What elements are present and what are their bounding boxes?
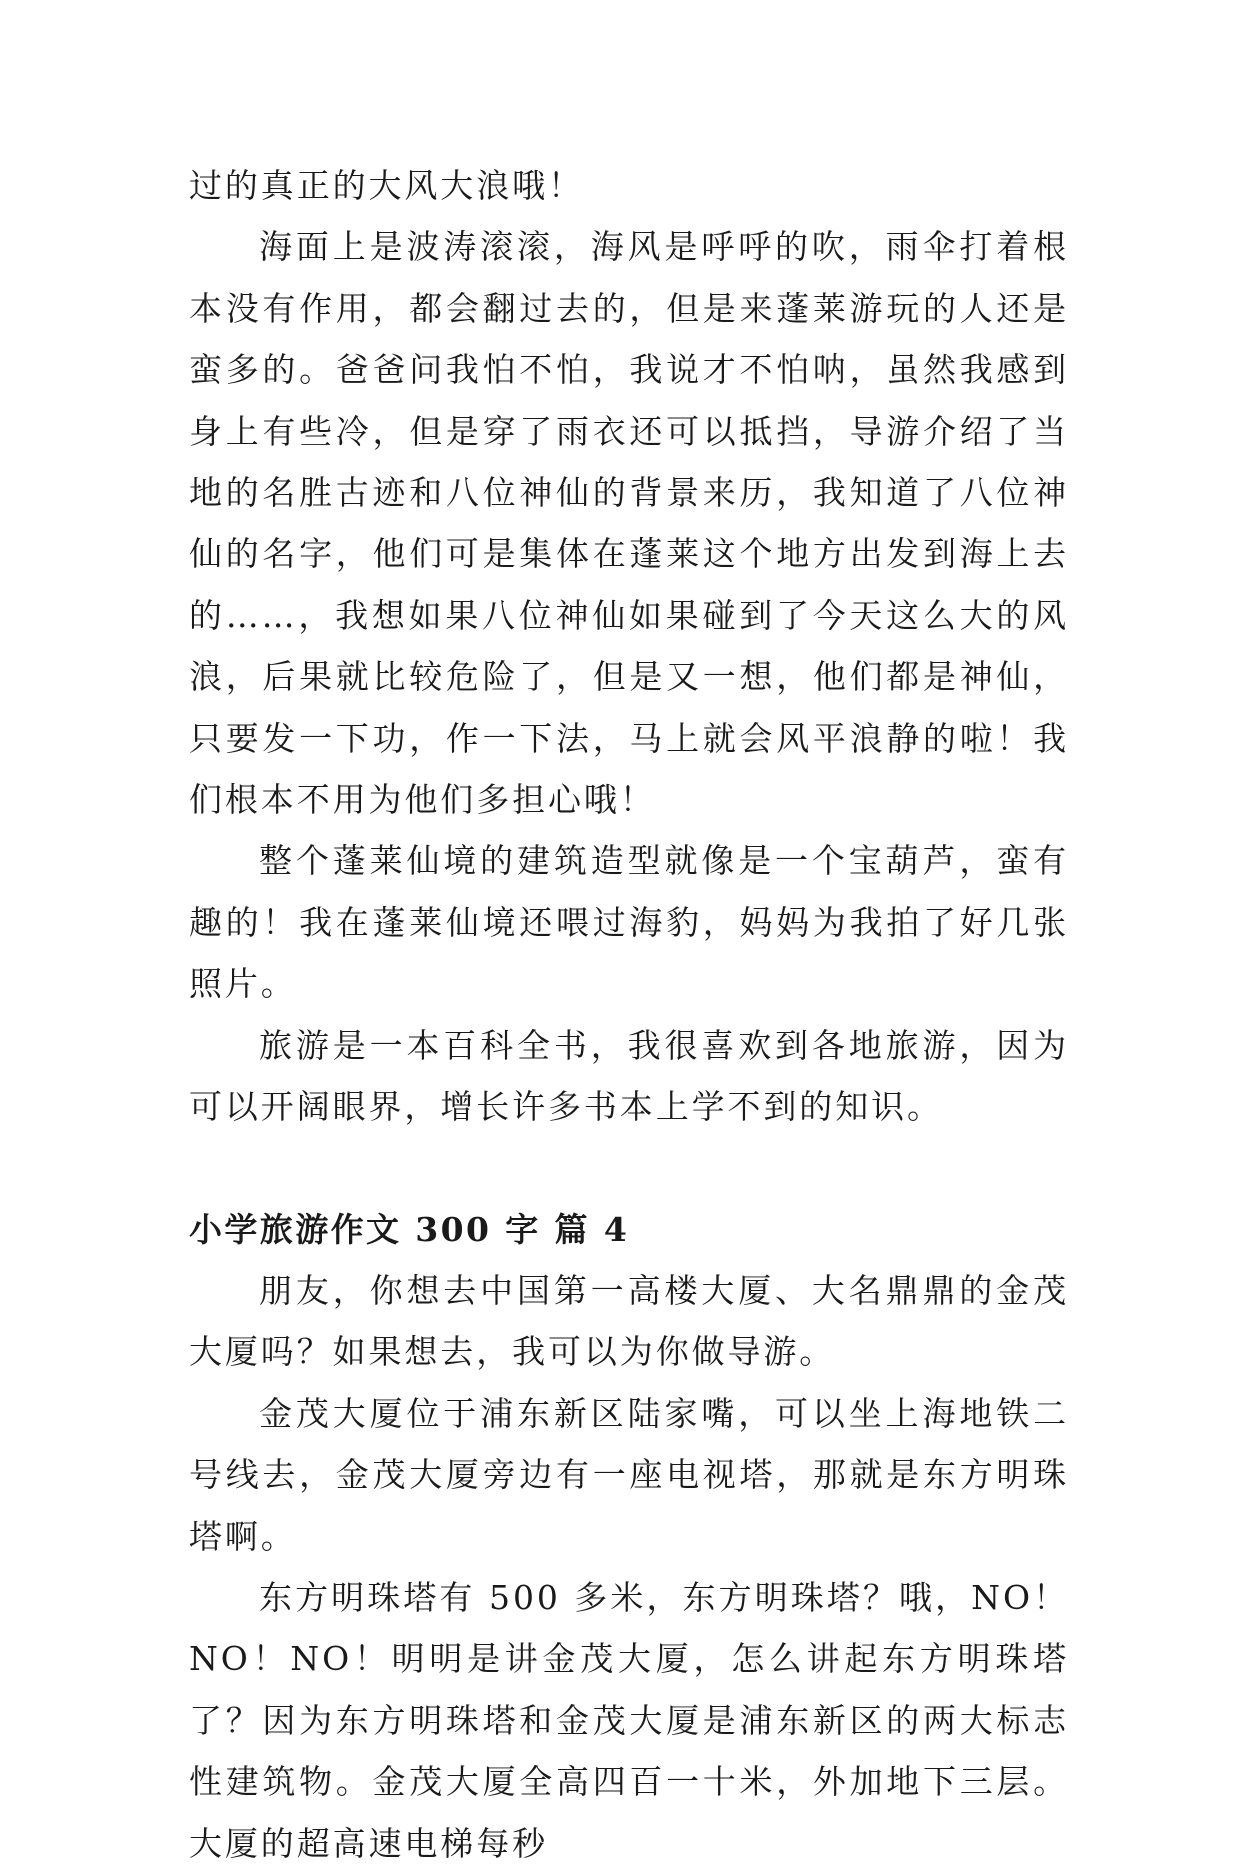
- paragraph-oriental-pearl: 东方明珠塔有 500 多米，东方明珠塔？哦，NO！NO！NO！明明是讲金茂大厦，怎么讲起东方明珠塔了？因为东方明珠塔和金茂大厦是浦东新区的两大标志性建筑物。金茂大厦全高四百一十米，外加地下三层。大厦的超高速电梯每秒: [189, 1577, 1069, 1863]
- paragraph-jinmao-location: 金茂大厦位于浦东新区陆家嘴，可以坐上海地铁二号线去，金茂大厦旁边有一座电视塔，那就是东方明珠塔啊。: [189, 1393, 1069, 1556]
- paragraph-travel-encyclopedia: 旅游是一本百科全书，我很喜欢到各地旅游，因为可以开阔眼界，增长许多书本上学不到的知识。: [189, 1025, 1069, 1127]
- paragraph-penglai-building: 整个蓬莱仙境的建筑造型就像是一个宝葫芦，蛮有趣的！我在蓬莱仙境还喂过海豹，妈妈为我拍了好几张照片。: [189, 841, 1069, 1004]
- continued-paragraph: 过的真正的大风大浪哦！: [189, 166, 584, 205]
- section-spacer: [189, 1138, 1069, 1199]
- paragraph-sea-waves: 海面上是波涛滚滚，海风是呼呼的吹，雨伞打着根本没有作用，都会翻过去的，但是来蓬莱游玩的人还是蛮多的。爸爸问我怕不怕，我说才不怕呐，虽然我感到身上有些冷，但是穿了雨衣还可以抵挡，导游介绍了当地的名胜古迹和八位神仙的背景来历，我知道了八位神仙的名字，他们可是集体在蓬莱这个地方出发到海上去的……，我想如果八位神仙如果碰到了今天这么大的风浪，后果就比较危险了，但是又一想，他们都是神仙，只要发一下功，作一下法，马上就会风平浪静的啦！我们根本不用为他们多担心哦！: [189, 227, 1069, 820]
- section-title: 小学旅游作文 300 字 篇 4: [189, 1209, 630, 1249]
- document-body: [189, 155, 1069, 1874]
- paragraph-jinmao-intro: 朋友，你想去中国第一高楼大厦、大名鼎鼎的金茂大厦吗？如果想去，我可以为你做导游。: [189, 1270, 1069, 1372]
